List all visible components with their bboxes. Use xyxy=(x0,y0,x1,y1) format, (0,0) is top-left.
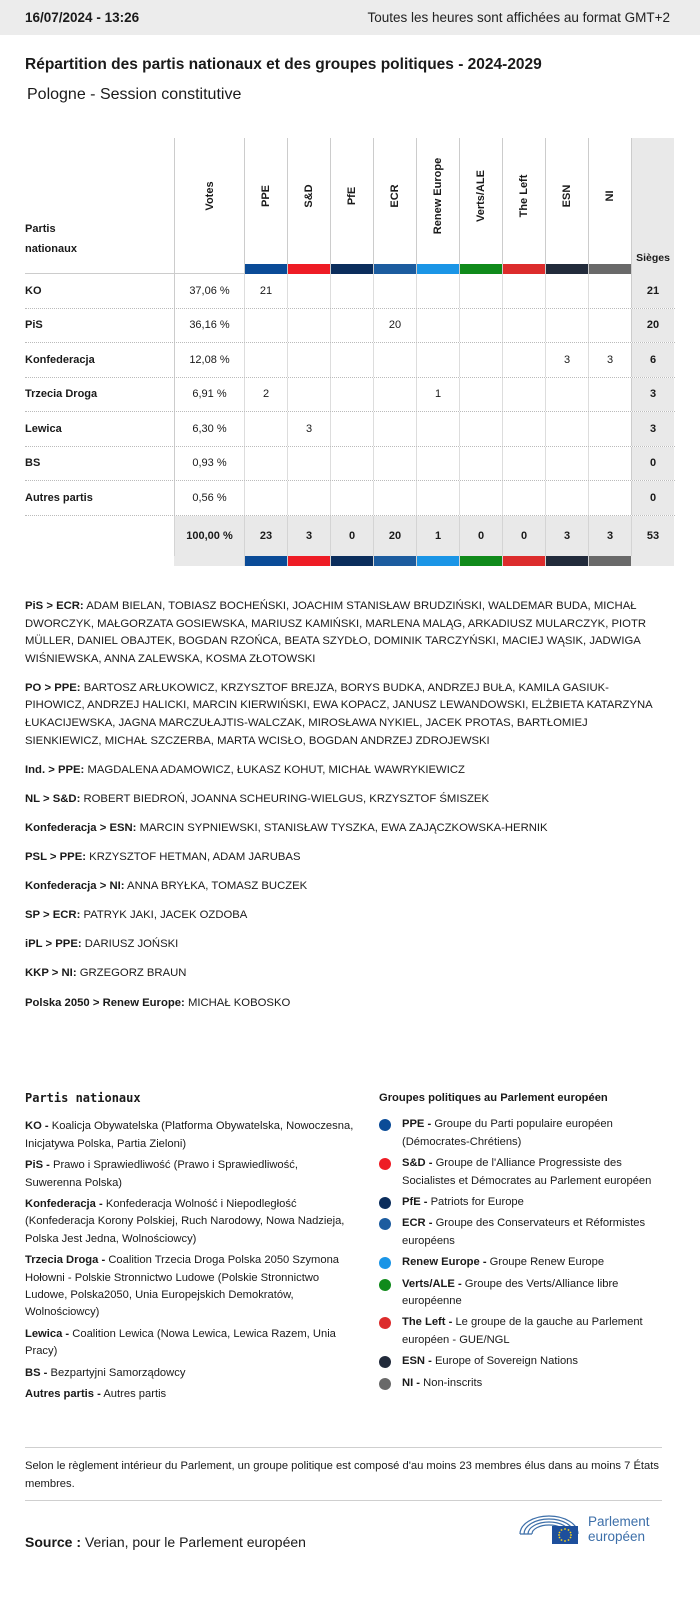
member-group-label: PSL > PPE: xyxy=(25,851,87,864)
group-total: 3 xyxy=(545,516,588,556)
legend-group-abbr: PfE - xyxy=(402,1196,428,1209)
group-header-label: NI xyxy=(604,190,616,202)
group-seat-count xyxy=(588,378,631,412)
divider xyxy=(25,1500,662,1501)
source-line: Source : Verian, pour le Parlement européen xyxy=(25,1534,306,1550)
legend-group-abbr: PPE - xyxy=(402,1118,432,1131)
group-seat-count xyxy=(244,309,287,343)
vote-share: 36,16 % xyxy=(174,309,244,343)
member-group xyxy=(25,680,665,750)
group-seat-count xyxy=(545,481,588,515)
group-seat-count xyxy=(459,481,502,515)
vote-share: 12,08 % xyxy=(174,343,244,377)
totals-row xyxy=(25,516,675,556)
group-seat-count xyxy=(416,274,459,308)
member-names: BARTOSZ ARŁUKOWICZ, KRZYSZTOF BREJZA, BORYS BUDKA, ANDRZEJ BUŁA, KAMILA GASIUK-PIHOWICZ, ANDRZEJ HALICKI, MARCIN KIERWIŃSKI, EWA KOPACZ, JANUSZ LEWANDOWSKI, ELŻBIETA KATARZYNA ŁUKACIJEWSKA, JAGNA MARCZUŁAJTIS-WALCZAK, MIROSŁAWA NYKIEL, JACEK PROTAS, BARTŁOMIEJ SIENKIEWICZ, MICHAŁ SZCZERBA, MARTA WCISŁO, BOGDAN ANDRZEJ ZDROJEWSKI xyxy=(25,681,653,747)
legend-group-desc: Europe of Sovereign Nations xyxy=(434,1355,578,1368)
member-names: MAGDALENA ADAMOWICZ, ŁUKASZ KOHUT, MICHAŁ WAWRYKIEWICZ xyxy=(87,763,465,776)
group-seat-count: 1 xyxy=(416,378,459,412)
group-color-dot-icon xyxy=(379,1378,391,1390)
seat-total: 0 xyxy=(631,447,674,481)
party-name: Autres partis xyxy=(25,491,93,504)
group-seat-count xyxy=(287,481,330,515)
group-column-header-7 xyxy=(545,138,588,274)
member-group-label: iPL > PPE: xyxy=(25,938,82,951)
legend-parties-title: Partis nationaux xyxy=(25,1091,141,1105)
vote-share: 6,30 % xyxy=(174,412,244,446)
footnote: Selon le règlement intérieur du Parlement, un groupe politique est composé d'au moins 23 membres élus dans au moins 7 États membres. xyxy=(25,1460,659,1490)
legend-group-desc: Non-inscrits xyxy=(423,1376,483,1389)
party-name: BS xyxy=(25,457,41,470)
legend-party-item xyxy=(25,1196,355,1248)
legend-group-item xyxy=(379,1375,669,1392)
legend-group-desc: Groupe des Conservateurs et Réformistes européens xyxy=(402,1217,646,1247)
legend-party-abbr: PiS - xyxy=(25,1159,50,1172)
group-seat-count xyxy=(244,343,287,377)
legend-party-desc: Konfederacja Wolność i Niepodległość (Konfederacja Korony Polskiej, Ruch Narodowy, Nowa Nadzieja, Polska Jest Jedna, Wolnościowcy) xyxy=(25,1198,345,1245)
group-color-dot-icon xyxy=(379,1218,391,1230)
group-header-label: S&D xyxy=(303,184,315,208)
member-group-label: Polska 2050 > Renew Europe: xyxy=(25,996,185,1009)
group-header-label: PPE xyxy=(260,184,272,208)
group-total: 23 xyxy=(244,516,287,556)
group-color-dot-icon xyxy=(379,1317,391,1329)
group-total: 20 xyxy=(373,516,416,556)
group-color-dot-icon xyxy=(379,1356,391,1368)
member-group xyxy=(25,762,665,780)
party-name: KO xyxy=(25,284,42,297)
vote-share: 0,93 % xyxy=(174,447,244,481)
group-seat-count xyxy=(287,378,330,412)
group-seat-count xyxy=(287,447,330,481)
votes-column-header: Votes xyxy=(174,138,244,274)
group-column-header-4 xyxy=(416,138,459,274)
legend-group-item xyxy=(379,1254,669,1271)
table-row xyxy=(25,309,675,344)
group-seat-count xyxy=(373,412,416,446)
group-column-header-1 xyxy=(287,138,330,274)
legend-group-desc: Groupe des Verts/Alliance libre européenne xyxy=(402,1277,619,1308)
total-votes: 100,00 % xyxy=(174,516,244,556)
legend-group-abbr: S&D - xyxy=(402,1157,433,1170)
group-seat-count xyxy=(588,412,631,446)
seat-total: 3 xyxy=(631,378,674,412)
party-name: Trzecia Droga xyxy=(25,388,98,401)
member-names: KRZYSZTOF HETMAN, ADAM JARUBAS xyxy=(89,851,301,864)
member-group-label: PO > PPE: xyxy=(25,681,81,694)
member-group xyxy=(25,878,665,896)
legend-party-desc: Prawo i Sprawiedliwość (Prawo i Sprawiedliwość, Suwerenna Polska) xyxy=(25,1159,298,1189)
group-column-header-6 xyxy=(502,138,545,274)
group-seat-count xyxy=(502,447,545,481)
member-group xyxy=(25,791,665,809)
group-seat-count xyxy=(287,309,330,343)
group-color-bar xyxy=(588,556,631,566)
group-color-bar xyxy=(545,556,588,566)
vote-share: 6,91 % xyxy=(174,378,244,412)
legend-group-desc: Groupe Renew Europe xyxy=(489,1256,605,1269)
group-seat-count xyxy=(416,447,459,481)
page-title: Répartition des partis nationaux et des groupes politiques - 2024-2029 xyxy=(25,56,542,73)
member-names: GRZEGORZ BRAUN xyxy=(79,967,187,980)
group-seat-count: 20 xyxy=(373,309,416,343)
divider xyxy=(25,1447,662,1448)
legend-party-abbr: Autres partis - xyxy=(25,1388,101,1401)
group-color-bar xyxy=(245,264,287,274)
group-header-label: ESN xyxy=(561,184,573,208)
top-bar xyxy=(0,0,700,35)
legend-group-item xyxy=(379,1314,669,1349)
party-name: Lewica xyxy=(25,422,62,435)
group-total: 0 xyxy=(459,516,502,556)
parliament-hemicycle-icon xyxy=(518,1512,580,1546)
vote-share: 0,56 % xyxy=(174,481,244,515)
member-names: ROBERT BIEDROŃ, JOANNA SCHEURING-WIELGUS, KRZYSZTOF ŚMISZEK xyxy=(83,792,489,805)
group-total: 3 xyxy=(588,516,631,556)
group-seat-count xyxy=(545,412,588,446)
group-column-header-0 xyxy=(244,138,287,274)
table-row xyxy=(25,274,675,309)
group-color-dot-icon xyxy=(379,1279,391,1291)
member-group xyxy=(25,907,665,925)
group-seat-count xyxy=(502,309,545,343)
group-seat-count xyxy=(373,274,416,308)
party-column-header: Partis nationaux xyxy=(25,138,174,274)
seat-total: 0 xyxy=(631,481,674,515)
member-group-label: Konfederacja > ESN: xyxy=(25,821,137,834)
group-seat-count xyxy=(244,481,287,515)
member-names: PATRYK JAKI, JACEK OZDOBA xyxy=(83,909,248,922)
party-name: Konfederacja xyxy=(25,353,95,366)
table-row xyxy=(25,447,675,482)
legend-group-abbr: The Left - xyxy=(402,1316,453,1329)
group-color-bar xyxy=(374,264,416,274)
legend-national-parties xyxy=(25,1090,355,1408)
member-group xyxy=(25,849,665,867)
seat-total: 6 xyxy=(631,343,674,377)
group-seat-count xyxy=(459,274,502,308)
member-names: MARCIN SYPNIEWSKI, STANISŁAW TYSZKA, EWA ZAJĄCZKOWSKA-HERNIK xyxy=(139,821,548,834)
legend-party-item xyxy=(25,1252,355,1322)
table-row xyxy=(25,378,675,413)
group-seat-count xyxy=(373,481,416,515)
group-color-bar xyxy=(417,264,459,274)
legend-group-abbr: Renew Europe - xyxy=(402,1256,487,1269)
group-header-label: ECR xyxy=(389,184,401,208)
group-seat-count xyxy=(244,412,287,446)
legend-group-item xyxy=(379,1215,669,1250)
group-color-bar xyxy=(288,264,330,274)
group-column-header-2 xyxy=(330,138,373,274)
group-seat-count xyxy=(330,447,373,481)
group-seat-count xyxy=(588,447,631,481)
legend-party-item xyxy=(25,1326,355,1361)
member-group xyxy=(25,598,665,668)
group-seat-count xyxy=(416,412,459,446)
group-seat-count: 3 xyxy=(545,343,588,377)
legend-group-desc: Le groupe de la gauche au Parlement européen - GUE/NGL xyxy=(402,1316,643,1346)
group-column-header-8 xyxy=(588,138,631,274)
group-seat-count xyxy=(330,274,373,308)
group-color-bar xyxy=(331,264,373,274)
seats-column-header: Sièges xyxy=(631,138,674,274)
legend-party-abbr: BS - xyxy=(25,1366,48,1379)
group-seat-count: 3 xyxy=(588,343,631,377)
group-header-label: Renew Europe xyxy=(432,157,444,235)
member-group xyxy=(25,936,665,954)
group-color-bar xyxy=(373,556,416,566)
member-group-label: PiS > ECR: xyxy=(25,600,84,612)
member-group-label: SP > ECR: xyxy=(25,909,81,922)
legend-political-groups xyxy=(379,1090,669,1396)
group-seat-count xyxy=(545,309,588,343)
group-seat-count xyxy=(287,343,330,377)
member-group xyxy=(25,820,665,838)
group-seat-count xyxy=(545,378,588,412)
seat-total: 21 xyxy=(631,274,674,308)
legend-group-desc: Groupe du Parti populaire européen (Démocrates-Chrétiens) xyxy=(402,1118,613,1148)
group-seat-count xyxy=(244,447,287,481)
group-seat-count xyxy=(330,378,373,412)
legend-party-desc: Autres partis xyxy=(103,1388,167,1401)
member-group xyxy=(25,995,665,1013)
group-color-dot-icon xyxy=(379,1197,391,1209)
grand-total-seats: 53 xyxy=(631,516,674,556)
group-color-bar xyxy=(502,556,545,566)
page-subtitle: Pologne - Session constitutive xyxy=(27,86,242,103)
group-seat-count xyxy=(502,412,545,446)
legend-group-abbr: Verts/ALE - xyxy=(402,1277,462,1290)
group-seat-count: 21 xyxy=(244,274,287,308)
group-color-dot-icon xyxy=(379,1119,391,1131)
group-seat-count: 3 xyxy=(287,412,330,446)
legend-group-desc: Patriots for Europe xyxy=(430,1196,524,1209)
group-color-bar xyxy=(460,264,502,274)
member-names: MICHAŁ KOBOSKO xyxy=(187,996,291,1009)
group-column-header-5 xyxy=(459,138,502,274)
group-seat-count xyxy=(459,378,502,412)
group-seat-count xyxy=(287,274,330,308)
legend-group-item xyxy=(379,1353,669,1370)
party-name: PiS xyxy=(25,319,43,332)
legend-group-item xyxy=(379,1276,669,1311)
group-column-header-3 xyxy=(373,138,416,274)
group-color-dot-icon xyxy=(379,1257,391,1269)
legend-group-abbr: NI - xyxy=(402,1376,421,1389)
legend-group-abbr: ESN - xyxy=(402,1355,432,1368)
legend-party-abbr: Lewica - xyxy=(25,1327,70,1340)
group-total: 1 xyxy=(416,516,459,556)
members-list xyxy=(25,598,665,1024)
group-color-bar xyxy=(546,264,588,274)
member-group-label: Ind. > PPE: xyxy=(25,763,85,776)
group-color-bar xyxy=(589,264,631,274)
member-group-label: NL > S&D: xyxy=(25,792,81,805)
table-header xyxy=(25,138,675,274)
legend-group-desc: Groupe de l'Alliance Progressiste des Socialistes et Démocrates au Parlement européen xyxy=(402,1157,652,1187)
group-seat-count xyxy=(588,274,631,308)
bottom-color-bars xyxy=(25,556,675,566)
group-seat-count: 2 xyxy=(244,378,287,412)
group-header-label: Verts/ALE xyxy=(475,170,487,222)
group-seat-count xyxy=(588,481,631,515)
group-color-bar xyxy=(416,556,459,566)
member-names: ANNA BRYŁKA, TOMASZ BUCZEK xyxy=(127,880,308,893)
legend-groups-title: Groupes politiques au Parlement européen xyxy=(379,1092,608,1104)
group-seat-count xyxy=(373,343,416,377)
legend-party-item xyxy=(25,1365,355,1382)
legend-party-desc: Bezpartyjni Samorządowcy xyxy=(50,1366,186,1379)
group-seat-count xyxy=(416,309,459,343)
group-seat-count xyxy=(330,481,373,515)
vote-share: 37,06 % xyxy=(174,274,244,308)
group-color-bar xyxy=(459,556,502,566)
seat-total: 20 xyxy=(631,309,674,343)
group-seat-count xyxy=(459,447,502,481)
group-seat-count xyxy=(502,378,545,412)
group-seat-count xyxy=(416,481,459,515)
group-total: 0 xyxy=(330,516,373,556)
group-seat-count xyxy=(330,343,373,377)
member-names: DARIUSZ JOŃSKI xyxy=(84,938,179,951)
legend-group-item xyxy=(379,1155,669,1190)
european-parliament-logo: Parlement européen xyxy=(518,1512,650,1546)
group-seat-count xyxy=(330,309,373,343)
group-seat-count xyxy=(502,481,545,515)
timestamp: 16/07/2024 - 13:26 xyxy=(25,10,140,25)
group-color-bar xyxy=(503,264,545,274)
group-seat-count xyxy=(545,447,588,481)
group-color-bar xyxy=(330,556,373,566)
group-seat-count xyxy=(373,447,416,481)
member-group-label: Konfederacja > NI: xyxy=(25,880,125,893)
group-seat-count xyxy=(459,343,502,377)
legend-party-desc: Koalicja Obywatelska (Platforma Obywatelska, Nowoczesna, Inicjatywa Polska, Partia Zieloni) xyxy=(25,1120,354,1150)
table-row xyxy=(25,412,675,447)
legend-party-item xyxy=(25,1118,355,1153)
seats-table xyxy=(25,138,675,566)
legend-group-abbr: ECR - xyxy=(402,1217,433,1230)
group-seat-count xyxy=(502,274,545,308)
group-color-bar xyxy=(287,556,330,566)
group-color-bar xyxy=(244,556,287,566)
table-body xyxy=(25,274,675,516)
group-seat-count xyxy=(373,378,416,412)
legend-party-abbr: Konfederacja - xyxy=(25,1198,103,1211)
member-names: ADAM BIELAN, TOBIASZ BOCHEŃSKI, JOACHIM STANISŁAW BRUDZIŃSKI, WALDEMAR BUDA, MICHAŁ DWORCZYK, MAŁGORZATA GOSIEWSKA, MARIUSZ KAMIŃSKI, MARLENA MALĄG, ARKADIUSZ MULARCZYK, PIOTR MÜLLER, DANIEL OBAJTEK, BOGDAN RZOŃCA, BEATA SZYDŁO, DOMINIK TARCZYŃSKI, MACIEJ WĄSIK, JADWIGA WIŚNIEWSKA, ANNA ZALEWSKA, KOSMA ZŁOTOWSKI xyxy=(25,600,647,665)
group-seat-count xyxy=(588,309,631,343)
group-total: 0 xyxy=(502,516,545,556)
legend-group-item xyxy=(379,1116,669,1151)
timezone-note: Toutes les heures sont affichées au format GMT+2 xyxy=(367,10,670,25)
table-row xyxy=(25,481,675,516)
legend-party-desc: Coalition Lewica (Nowa Lewica, Lewica Razem, Unia Pracy) xyxy=(25,1327,336,1358)
group-seat-count xyxy=(502,343,545,377)
group-seat-count xyxy=(416,343,459,377)
group-seat-count xyxy=(330,412,373,446)
member-group-label: KKP > NI: xyxy=(25,967,77,980)
group-seat-count xyxy=(545,274,588,308)
legend-party-abbr: KO - xyxy=(25,1120,49,1133)
group-seat-count xyxy=(459,309,502,343)
group-seat-count xyxy=(459,412,502,446)
group-header-label: The Left xyxy=(518,174,530,218)
group-header-label: PfE xyxy=(346,186,358,206)
legend-party-item xyxy=(25,1157,355,1192)
group-total: 3 xyxy=(287,516,330,556)
legend-party-item xyxy=(25,1386,355,1403)
legend-party-desc: Coalition Trzecia Droga Polska 2050 Szymona Hołowni - Polskie Stronnictwo Ludowe (Polskie Stronnictwo Ludowe, Polska2050, Unia Europejskich Demokratów, Wolnościowcy) xyxy=(25,1254,340,1319)
legend-group-item xyxy=(379,1194,669,1211)
member-group xyxy=(25,965,665,983)
table-row xyxy=(25,343,675,378)
group-color-dot-icon xyxy=(379,1158,391,1170)
seat-total: 3 xyxy=(631,412,674,446)
legend-party-abbr: Trzecia Droga - xyxy=(25,1254,106,1267)
